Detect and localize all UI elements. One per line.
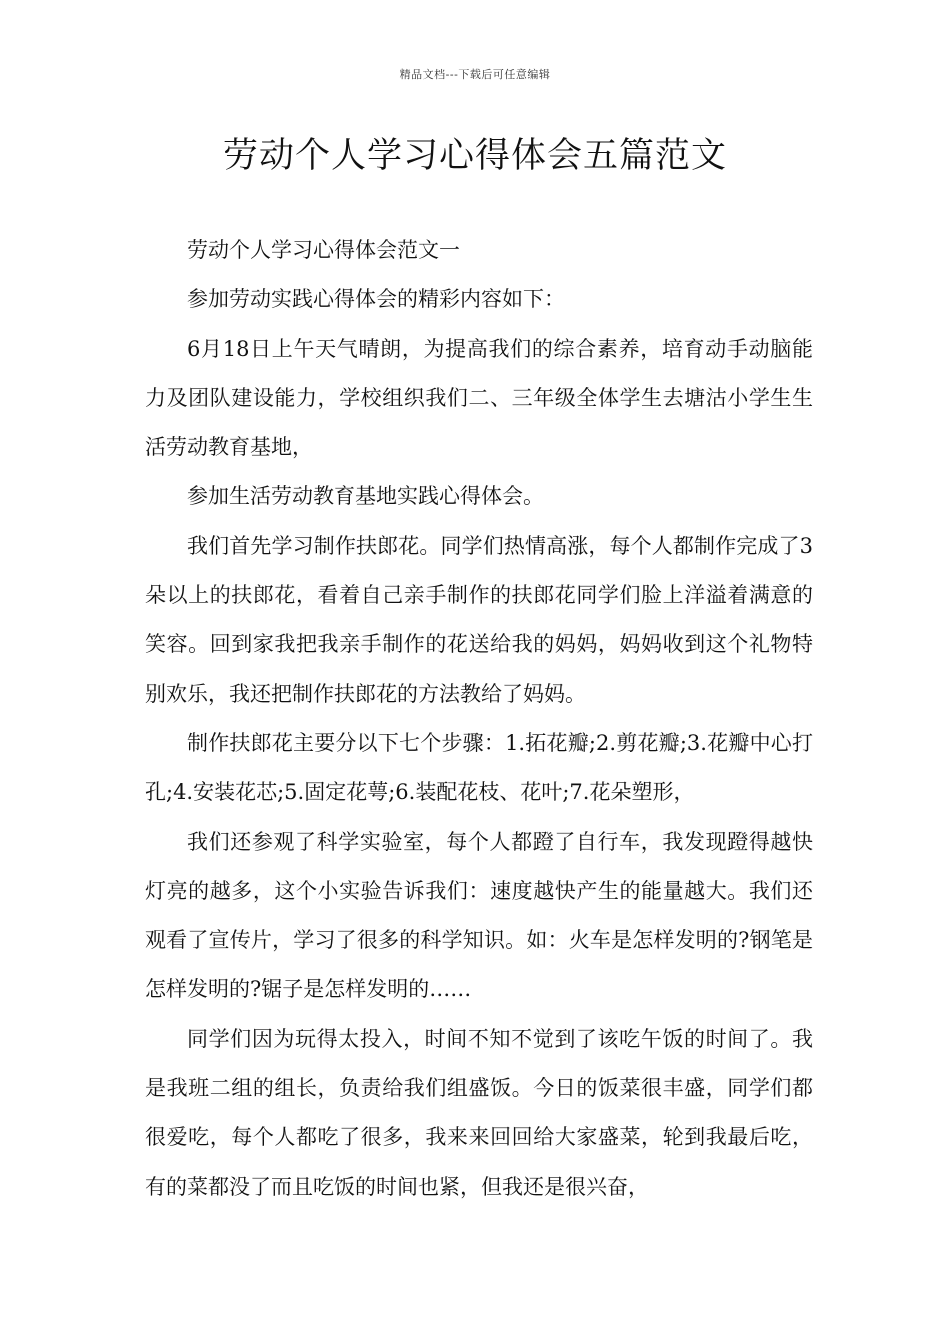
paragraph: 制作扶郎花主要分以下七个步骤：1.拓花瓣;2.剪花瓣;3.花瓣中心打孔;4.安装花芯;5.固定花萼;6.装配花枝、花叶;7.花朵塑形， xyxy=(145,730,813,805)
header-note: 精品文档---下载后可任意编辑 xyxy=(399,68,551,81)
paragraph: 参加生活劳动教育基地实践心得体会。 xyxy=(187,484,544,509)
paragraph: 同学们因为玩得太投入，时间不知不觉到了该吃午饭的时间了。我是我班二组的组长，负责给我们组盛饭。今日的饭菜很丰盛，同学们都很爱吃，每个人都吃了很多，我来来回回给大家盛菜，轮到我最后吃，有的菜都没了而且吃饭的时间也紧，但我还是很兴奋， xyxy=(145,1026,813,1199)
paragraph: 参加劳动实践心得体会的精彩内容如下： xyxy=(187,287,565,312)
paragraph: 6月18日上午天气晴朗，为提高我们的综合素养，培育动手动脑能力及团队建设能力，学校组织我们二、三年级全体学生去塘沽小学生生活劳动教育基地， xyxy=(145,336,813,460)
paragraph: 我们还参观了科学实验室，每个人都蹬了自行车，我发现蹬得越快灯亮的越多，这个小实验告诉我们：速度越快产生的能量越大。我们还观看了宣传片，学习了很多的科学知识。如：火车是怎样发明的?钢笔是怎样发明的?锯子是怎样发明的…… xyxy=(145,829,813,1002)
document-title: 劳动个人学习心得体会五篇范文 xyxy=(222,136,727,176)
document-body xyxy=(145,226,813,1212)
paragraph: 劳动个人学习心得体会范文一 xyxy=(187,238,460,262)
paragraph: 我们首先学习制作扶郎花。同学们热情高涨，每个人都制作完成了3朵以上的扶郎花，看着自己亲手制作的扶郎花同学们脸上洋溢着满意的笑容。回到家我把我亲手制作的花送给我的妈妈，妈妈收到这个礼物特别欢乐，我还把制作扶郎花的方法教给了妈妈。 xyxy=(145,533,813,706)
